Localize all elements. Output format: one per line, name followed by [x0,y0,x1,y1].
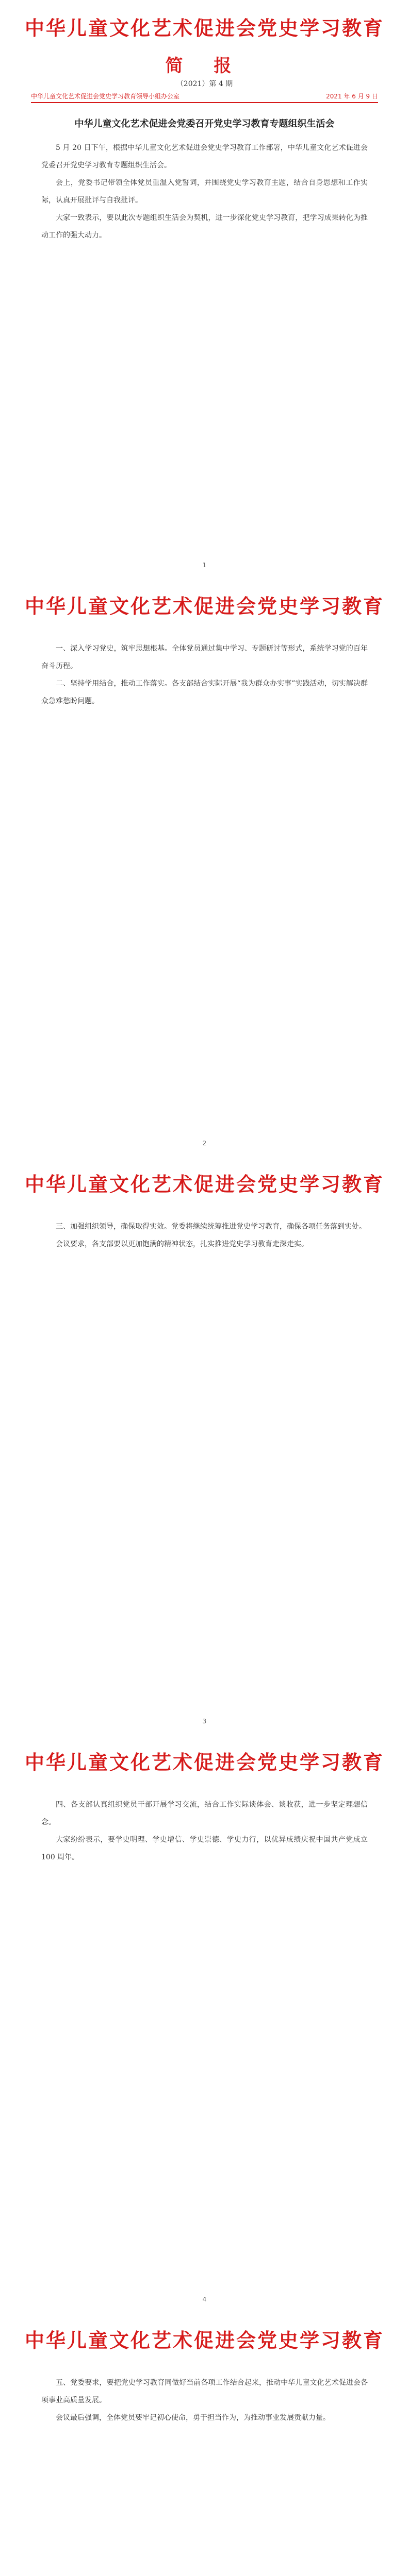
page-3-text [41,1218,368,1253]
page-number: 3 [202,1718,207,1725]
issuer: 中华儿童文化艺术促进会党史学习教育领导小组办公室 [31,93,180,100]
masthead: 中华儿童文化艺术促进会党史学习教育 [24,1751,384,1774]
masthead: 中华儿童文化艺术促进会党史学习教育 [24,17,384,40]
page-4 [0,1734,409,2312]
masthead: 中华儿童文化艺术促进会党史学习教育 [24,2329,384,2352]
page-number: 4 [202,2296,207,2303]
paragraph: 会议要求，各支部要以更加饱满的精神状态，扎实推进党史学习教育走深走实。 [56,1240,308,1248]
page-3 [0,1156,409,1734]
issue-number: （2021）第 4 期 [176,80,233,88]
page-5-text [41,2374,368,2427]
paragraph: 5 月 20 日下午，根据中华儿童文化艺术促进会党史学习教育工作部署，中华儿童文化艺术促进会党委召开党史学习教育专题组织生活会。 [41,144,368,170]
page-2 [0,578,409,1156]
paragraph: 会议最后强调，全体党员要牢记初心使命，勇于担当作为，为推动事业发展贡献力量。 [56,2414,330,2422]
brief-title: 简 报 [165,56,244,76]
page-1 [0,0,409,578]
paragraph: 大家纷纷表示，要学史明理、学史增信、学史崇德、学史力行，以优异成绩庆祝中国共产党成立 100 周年。 [41,1836,368,1861]
masthead: 中华儿童文化艺术促进会党史学习教育 [24,1173,384,1196]
issuer-line [31,92,378,100]
paragraph: 一、深入学习党史，筑牢思想根基。全体党员通过集中学习、专题研讨等形式，系统学习党的百年奋斗历程。 [41,645,368,670]
paragraph: 四、各支部认真组织党员干部开展学习交流，结合工作实际谈体会、谈收获，进一步坚定理想信念。 [41,1801,368,1826]
paragraph: 五、党委要求，要把党史学习教育同做好当前各项工作结合起来，推动中华儿童文化艺术促进会各项事业高质量发展。 [41,2379,368,2404]
issue-date: 2021 年 6 月 9 日 [326,93,378,100]
red-rule [31,102,378,103]
paragraph: 二、坚持学用结合，推动工作落实。各支部结合实际开展“我为群众办实事”实践活动，切实解决群众急难愁盼问题。 [41,680,368,705]
paragraph: 三、加强组织领导，确保取得实效。党委将继续统筹推进党史学习教育，确保各项任务落到实处。 [56,1223,366,1231]
article-title: 中华儿童文化艺术促进会党委召开党史学习教育专题组织生活会 [74,118,335,129]
page-number: 2 [202,1140,207,1147]
page-2-text [41,640,368,710]
page-number: 1 [202,562,207,569]
paragraph: 会上，党委书记带领全体党员重温入党誓词，并围绕党史学习教育主题，结合自身思想和工作实际，认真开展批评与自我批评。 [41,179,368,205]
page-5 [0,2312,409,2576]
paragraph: 大家一致表示，要以此次专题组织生活会为契机，进一步深化党史学习教育，把学习成果转化为推动工作的强大动力。 [41,214,368,240]
page-1-text [41,139,368,244]
masthead: 中华儿童文化艺术促进会党史学习教育 [24,595,384,618]
page-4-text [41,1796,368,1866]
